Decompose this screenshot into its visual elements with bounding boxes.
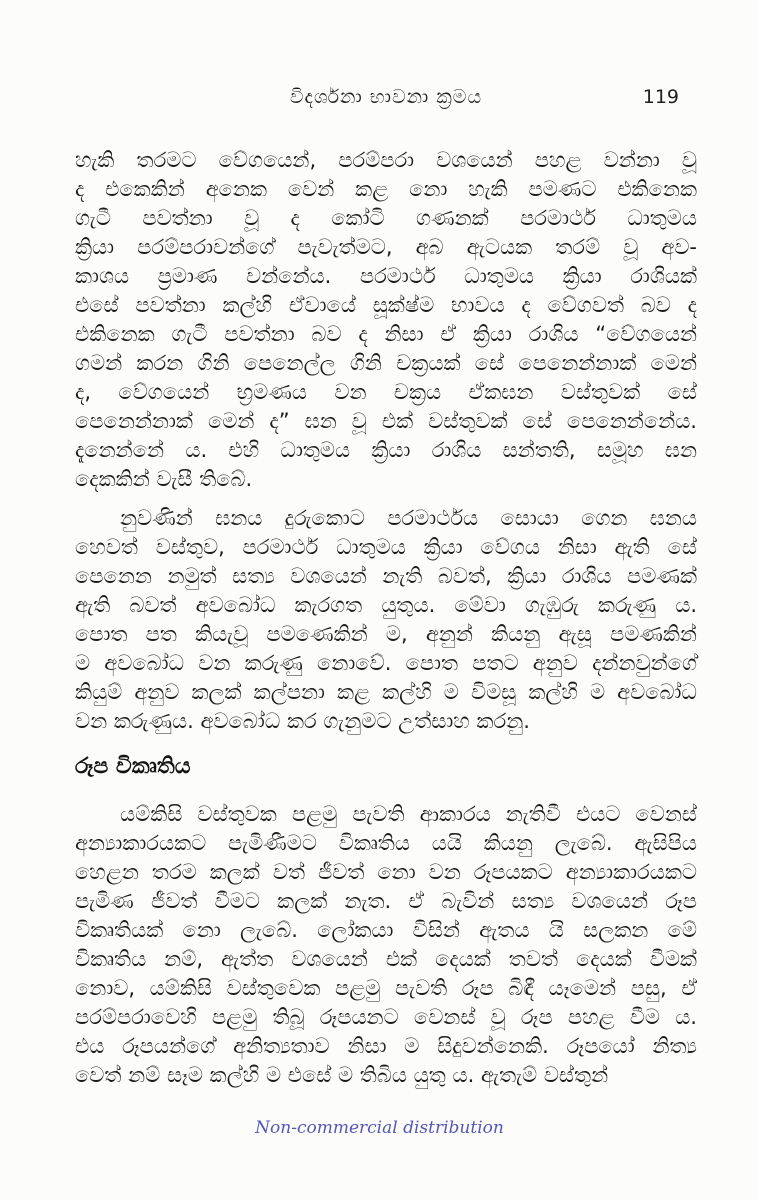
footer-text: Non-commercial distribution	[255, 1118, 504, 1138]
text-line: කාශය ප්‍රමාණ වන්නේය. පරමාර්ථ ධාතුමය ක්‍රියා රාශියක්	[75, 264, 697, 288]
text-line: පෙනෙන නමුත් සත්‍ය වශයෙන් නැති බවත්, ක්‍රියා රාශිය පමණක්	[75, 564, 697, 588]
text-line: කියුම් අනුව කලක් කල්පනා කළ කල්හි ම විමසූ කල්හි ම අවබෝධ	[75, 680, 697, 704]
page-footer	[0, 1118, 759, 1138]
paragraph	[75, 800, 697, 1090]
text-line: එය රූපයන්ගේ අනිත්‍යතාව නිසා ම සිදුවන්නෙකි. රූපයෝ නිත්‍ය	[75, 1034, 697, 1058]
page-number: 119	[642, 86, 679, 108]
text-line: විකෘතිය නම්, ඇත්ත වශයෙන් එක් දෙයක් තවත් දෙයක් වීමක්	[75, 947, 697, 971]
text-line: ගමන් කරන ගිනි පෙනෙල්ල ගිනි චක්‍රයක් සේ පෙනෙන්නාක් මෙන්	[75, 351, 697, 375]
page-header	[75, 86, 697, 112]
text-line: දෙකකින් වැසී තිබේ.	[75, 467, 253, 491]
text-line: යම්කිසි වස්තුවක පළමු පැවති ආකාරය නැතිවී එයට වෙනස්	[120, 802, 697, 826]
text-line: නොව, යම්කිසි වස්තුවෙක පළමු පැවති රූප බිඳී යෑමෙන් පසු, ඒ	[75, 976, 697, 1000]
text-line: එකිනෙක ගැටී පවත්නා බව ද නිසා ඒ ක්‍රියා රාශිය “වේගයෙන්	[75, 322, 697, 346]
text-line: ද එකෙකින් අනෙක වෙන් කළ නො හැකි පමණට එකිනෙක	[75, 177, 697, 201]
text-line: එසේ පවත්නා කල්හි ඒවායේ සූක්ෂ්ම භාවය ද වේගවත් බව ද	[75, 293, 697, 317]
text-line: ක්‍රියා පරම්පරාවන්ගේ පැවැත්මට, අබ ඇටයක තරම් වූ අව-	[75, 235, 697, 259]
text-line: පොත පත කියැවූ පමණෙකින් ම, අනුන් කියනු ඇසූ පමණකින්	[75, 622, 697, 646]
text-line: හෙවත් වස්තුව, පරමාර්ථ ධාතුමය ක්‍රියා වේගය නිසා ඇති සේ	[75, 535, 697, 559]
text-line: නුවණින් ඝනය දුරුකොට පරමාර්ථය සොයා ගෙන ඝනය	[120, 506, 697, 530]
text-line: ගැටී පවත්නා වූ ද කෝටි ගණනක් පරමාර්ථ ධාතුමය	[75, 206, 697, 230]
text-line: වෙත් නම් සෑම කල්හි ම එසේ ම තිබිය යුතු ය. ඇතැම් වස්තුන්	[75, 1063, 609, 1087]
paragraph	[75, 146, 697, 494]
page-title: විදර්ශනා භාවනා ක්‍රමය	[289, 86, 483, 108]
text-line: හැකි තරමට වේගයෙන්, පරම්පරා වශයෙන් පහළ වන්නා වූ	[75, 148, 697, 172]
text-line: විකෘතියක් නො ලැබේ. ලෝකයා විසින් ඇතය යි සලකන මේ	[75, 918, 697, 942]
text-line: පෙනෙන්නාක් මෙන් ද” ඝන වූ එක් වස්තුවක් සේ පෙනෙන්නේය.	[75, 409, 697, 433]
text-line: හෙළන තරම කලක් වත් ජීවත් නො වන රූපයකට අන්‍යාකාරයකට	[75, 860, 697, 884]
page-body	[75, 146, 697, 1100]
text-line: ද, වේගයෙන් භ්‍රමණය වන චක්‍රය ඒකඝන වස්තුවක් සේ	[75, 380, 697, 404]
text-line: වන කරුණුය. අවබෝධ කර ගැනුමට උත්සාහ කරනු.	[75, 709, 530, 733]
text-line: පරම්පරාවෙහි පළමු තිබූ රූපයනට වෙනස් වූ රූප පහළ වීම ය.	[75, 1005, 697, 1029]
section-heading: රූප විකෘතිය	[75, 754, 191, 779]
text-line: දැනෙන්නේ ය. එහි ධාතුමය ක්‍රියා රාශිය සන්තති, සමූහ ඝන	[75, 438, 697, 462]
text-line: අන්‍යාකාරයකට පැමිණීමට විකෘතිය යයි කියනු ලැබේ. ඇසිපිය	[75, 831, 697, 855]
paragraph	[75, 504, 697, 736]
text-line: ම අවබෝධ වන කරුණු නොවේ. පොත පතට අනුව දන්නවුන්ගේ	[75, 651, 697, 675]
text-line: ඇති බවත් අවබෝධ කැරගත යුතුය. මේවා ගැඹුරු කරුණු ය.	[75, 593, 697, 617]
text-line: පැමිණ ජීවත් වීමට කලක් නැත. ඒ බැවින් සත්‍ය වශයෙන් රූප	[75, 889, 697, 913]
